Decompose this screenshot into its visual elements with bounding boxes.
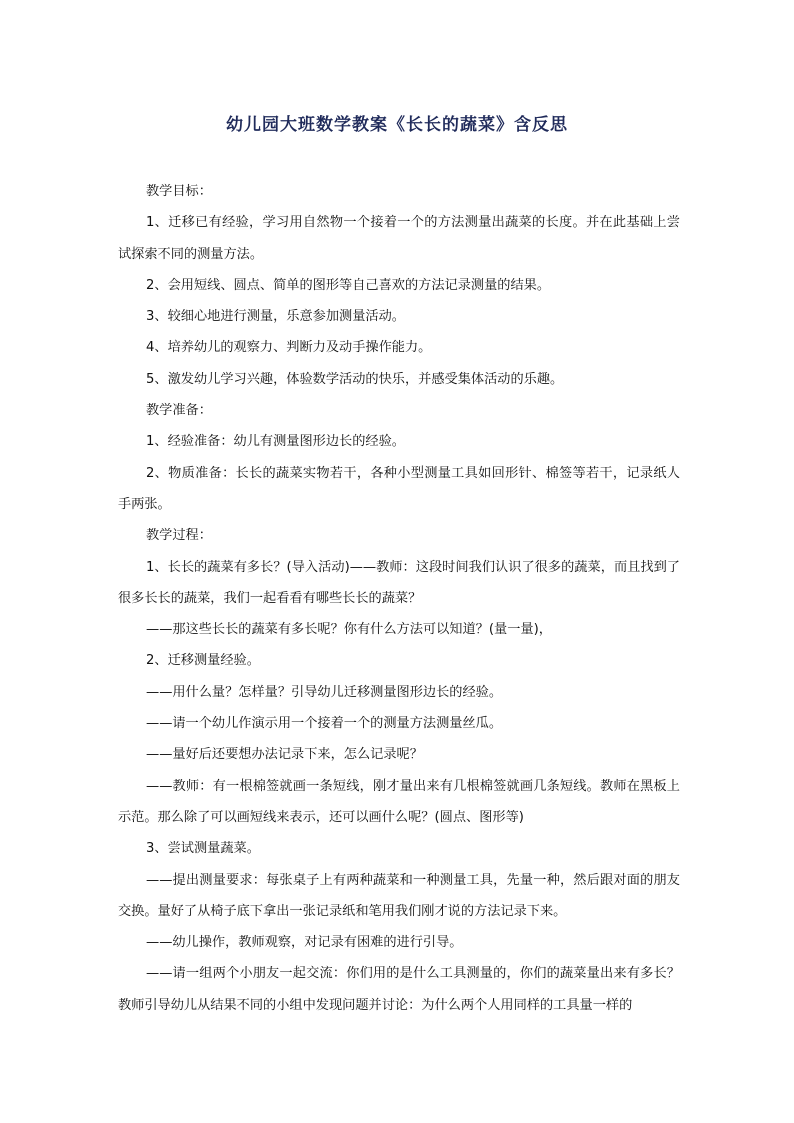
paragraph-process-2-c: ——量好后还要想办法记录下来，怎么记录呢？ — [146, 747, 423, 763]
document-body — [118, 176, 680, 1021]
paragraph-teaching-goals-heading: 教学目标： — [146, 184, 212, 199]
paragraph-process-2: 2、迁移测量经验。 — [146, 653, 260, 669]
paragraph-process-2-d: ——教师：有一根棉签就画一条短线，刚才量出来有几根棉签就画几条短线。教师在黑板上示范。那么除了可以画短线来表示，还可以画什么呢？(圆点、图形等) — [118, 778, 680, 825]
paragraph-process-1: 1、长长的蔬菜有多长？(导入活动)——教师：这段时间我们认识了很多的蔬菜，而且找到了很多长长的蔬菜，我们一起看看有哪些长长的蔬菜？ — [118, 559, 680, 606]
paragraph-process-3-c: ——请一组两个小朋友一起交流：你们用的是什么工具测量的，你们的蔬菜量出来有多长？教师引导幼儿从结果不同的小组中发现问题并讨论：为什么两个人用同样的工具量一样的 — [118, 966, 680, 1013]
paragraph-goal-5: 5、激发幼儿学习兴趣，体验数学活动的快乐，并感受集体活动的乐趣。 — [146, 371, 564, 387]
paragraph-process-1-question: ——那这些长长的蔬菜有多长呢？你有什么方法可以知道？(量一量)， — [146, 622, 552, 638]
paragraph-process-3: 3、尝试测量蔬菜。 — [146, 841, 260, 857]
paragraph-goal-1: 1、迁移已有经验，学习用自然物一个接着一个的方法测量出蔬菜的长度。并在此基础上尝试探索不同的测量方法。 — [118, 215, 680, 262]
paragraph-process-3-b: ——幼儿操作，教师观察，对记录有困难的进行引导。 — [146, 935, 463, 951]
paragraph-process-2-a: ——用什么量？怎样量？引导幼儿迁移测量图形边长的经验。 — [146, 684, 503, 700]
paragraph-process-2-b: ——请一个幼儿作演示用一个接着一个的测量方法测量丝瓜。 — [146, 716, 503, 732]
paragraph-goal-2: 2、会用短线、圆点、简单的图形等自己喜欢的方法记录测量的结果。 — [146, 277, 551, 293]
document-title: 幼儿园大班数学教案《长长的蔬菜》含反思 — [226, 115, 568, 135]
paragraph-preparation-heading: 教学准备： — [146, 403, 212, 419]
paragraph-process-3-a: ——提出测量要求：每张桌子上有两种蔬菜和一种测量工具，先量一种，然后跟对面的朋友交换。量好了从椅子底下拿出一张记录纸和笔用我们刚才说的方法记录下来。 — [118, 872, 680, 919]
paragraph-goal-3: 3、较细心地进行测量，乐意参加测量活动。 — [146, 309, 405, 325]
paragraph-goal-4: 4、培养幼儿的观察力、判断力及动手操作能力。 — [146, 340, 432, 356]
paragraph-preparation-2: 2、物质准备：长长的蔬菜实物若干，各种小型测量工具如回形针、棉签等若干，记录纸人手两张。 — [118, 465, 680, 512]
paragraph-preparation-1: 1、经验准备：幼儿有测量图形边长的经验。 — [146, 434, 405, 450]
paragraph-process-heading: 教学过程： — [146, 528, 212, 544]
